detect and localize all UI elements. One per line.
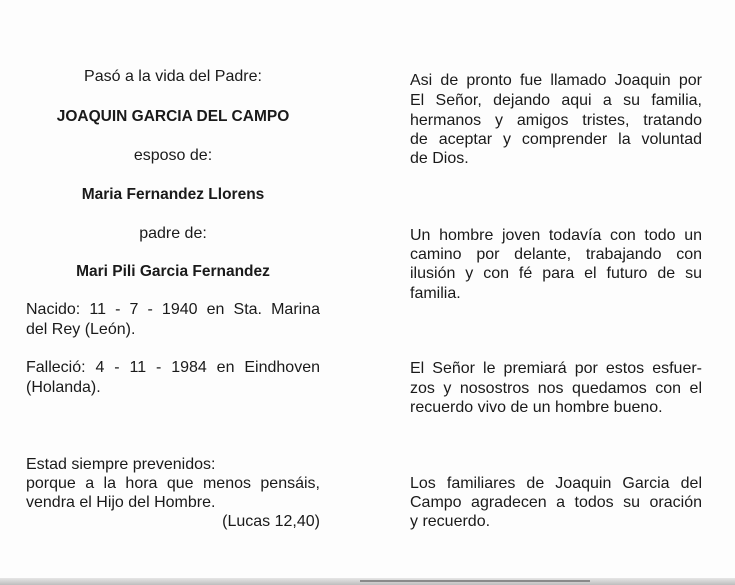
spouse-name: Maria Fernandez Llorens <box>81 186 265 203</box>
paragraph-3-line: El Señor le premiará por estos esfuer- <box>410 360 702 377</box>
paragraph-1-line: hermanos y amigos tristes, tratando <box>410 112 702 129</box>
paragraph-4-line: Los familiares de Joaquin Garcia del <box>410 475 702 492</box>
paragraph-1-line: Asi de pronto fue llamado Joaquin por <box>410 72 702 89</box>
death-line-2: (Holanda). <box>26 379 101 396</box>
spouse-label: esposo de: <box>133 147 213 164</box>
quote-line-2: porque a la hora que menos pensáis, <box>26 475 320 492</box>
paragraph-4-line: Campo agradecen a todos su oración <box>410 494 702 511</box>
paragraph-3-line: zos y nosostros nos quedamos con el <box>410 380 702 397</box>
paragraph-2-line: familia. <box>410 285 461 302</box>
intro-text: Pasó a la vida del Padre: <box>84 68 262 85</box>
paragraph-2-line: Un hombre joven todavía con todo un <box>410 227 702 244</box>
paragraph-1-line: de aceptar y comprender la voluntad <box>410 131 702 148</box>
deceased-name: JOAQUIN GARCIA DEL CAMPO <box>56 108 290 125</box>
paragraph-2-line: camino por delante, trabajando con <box>410 246 702 263</box>
birth-line-2: del Rey (León). <box>26 321 136 338</box>
paragraph-1-line: El Señor, dejando aqui a su familia, <box>410 92 702 109</box>
child-name: Mari Pili Garcia Fernandez <box>76 263 270 280</box>
paragraph-1-line: de Dios. <box>410 150 469 167</box>
quote-citation: (Lucas 12,40) <box>222 513 320 530</box>
death-line-1: Falleció: 4 - 11 - 1984 en Eindhoven <box>26 359 320 376</box>
bottom-edge <box>0 578 735 585</box>
quote-line-1: Estad siempre prevenidos: <box>26 456 216 473</box>
paragraph-2-line: ilusión y con fé para el futuro de su <box>410 265 702 282</box>
bottom-edge-line <box>360 580 590 582</box>
quote-line-3: vendra el Hijo del Hombre. <box>26 494 216 511</box>
child-label: padre de: <box>139 225 207 242</box>
paragraph-3-line: recuerdo vivo de un hombre bueno. <box>410 399 663 416</box>
paragraph-4-line: y recuerdo. <box>410 513 491 530</box>
birth-line-1: Nacido: 11 - 7 - 1940 en Sta. Marina <box>26 301 320 318</box>
